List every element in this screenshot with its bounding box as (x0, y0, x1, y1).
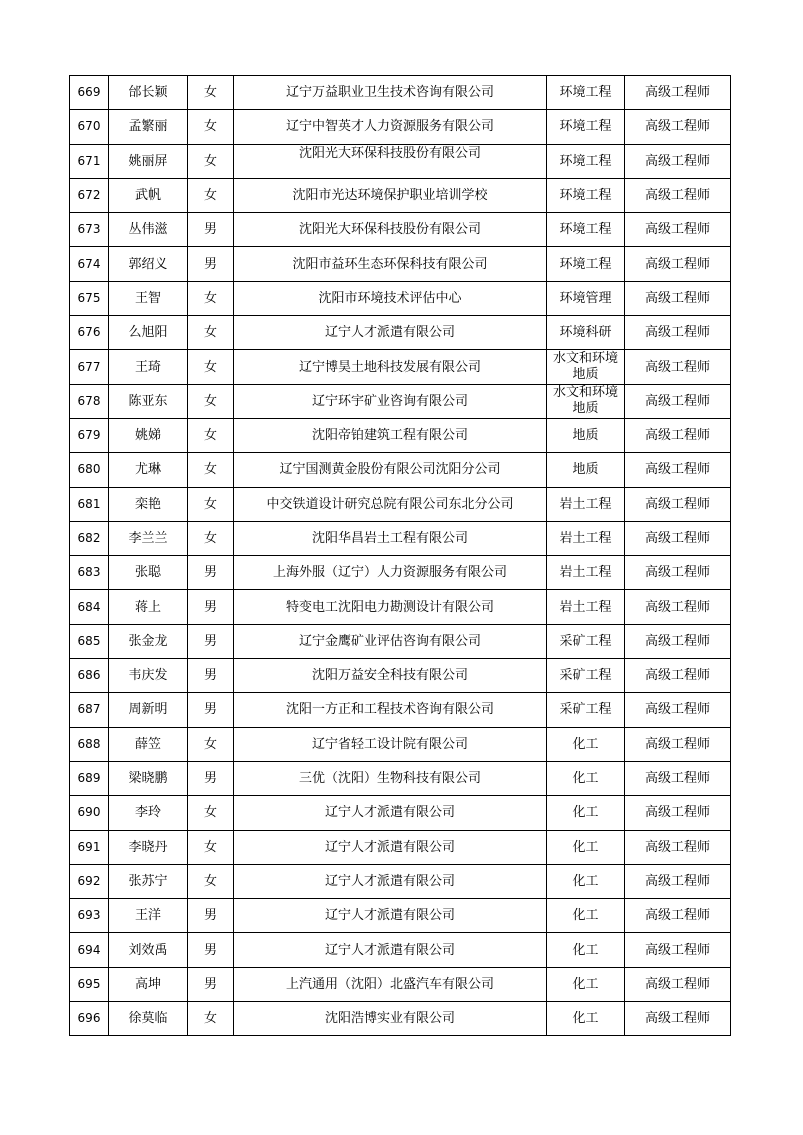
qualification-title-cell: 高级工程师 (625, 281, 731, 315)
table-row (70, 796, 731, 830)
person-name-cell: 梁晓鹏 (109, 761, 188, 795)
gender-cell: 女 (188, 281, 234, 315)
table-row (70, 144, 731, 178)
gender-cell: 男 (188, 624, 234, 658)
gender-cell: 女 (188, 487, 234, 521)
specialty-cell: 岩土工程 (547, 556, 625, 590)
gender-cell: 男 (188, 899, 234, 933)
qualification-title-cell: 高级工程师 (625, 110, 731, 144)
person-name-cell: 陈亚东 (109, 384, 188, 418)
row-number-cell: 676 (70, 316, 109, 350)
row-number-cell: 693 (70, 899, 109, 933)
row-number-cell: 682 (70, 521, 109, 555)
person-name-cell: 周新明 (109, 693, 188, 727)
person-name-cell: 姚娣 (109, 418, 188, 452)
table-row (70, 899, 731, 933)
gender-cell: 男 (188, 933, 234, 967)
roster-table (69, 75, 731, 1036)
company-cell: 沈阳一方正和工程技术咨询有限公司 (234, 693, 547, 727)
row-number-cell: 680 (70, 453, 109, 487)
table-row (70, 556, 731, 590)
company-cell: 沈阳浩博实业有限公司 (234, 1002, 547, 1036)
table-row (70, 933, 731, 967)
person-name-cell: 么旭阳 (109, 316, 188, 350)
table-row (70, 418, 731, 452)
row-number-cell: 670 (70, 110, 109, 144)
specialty-cell: 环境工程 (547, 213, 625, 247)
specialty-cell: 化工 (547, 899, 625, 933)
person-name-cell: 徐莫临 (109, 1002, 188, 1036)
gender-cell: 男 (188, 590, 234, 624)
row-number-cell: 677 (70, 350, 109, 384)
specialty-cell: 环境工程 (547, 144, 625, 178)
company-cell: 辽宁博昊土地科技发展有限公司 (234, 350, 547, 384)
qualification-title-cell: 高级工程师 (625, 727, 731, 761)
row-number-cell: 690 (70, 796, 109, 830)
table-row (70, 178, 731, 212)
specialty-cell: 化工 (547, 933, 625, 967)
table-row (70, 761, 731, 795)
gender-cell: 男 (188, 761, 234, 795)
company-cell: 辽宁省轻工设计院有限公司 (234, 727, 547, 761)
table-row (70, 213, 731, 247)
gender-cell: 女 (188, 727, 234, 761)
gender-cell: 女 (188, 178, 234, 212)
table-row (70, 693, 731, 727)
row-number-cell: 686 (70, 659, 109, 693)
company-cell: 沈阳万益安全科技有限公司 (234, 659, 547, 693)
person-name-cell: 王洋 (109, 899, 188, 933)
company-cell: 中交铁道设计研究总院有限公司东北分公司 (234, 487, 547, 521)
qualification-title-cell: 高级工程师 (625, 659, 731, 693)
company-cell: 沈阳市环境技术评估中心 (234, 281, 547, 315)
company-cell: 沈阳华昌岩土工程有限公司 (234, 521, 547, 555)
specialty-cell: 采矿工程 (547, 693, 625, 727)
row-number-cell: 681 (70, 487, 109, 521)
specialty-cell: 岩土工程 (547, 590, 625, 624)
specialty-cell: 化工 (547, 864, 625, 898)
specialty-cell: 化工 (547, 761, 625, 795)
specialty-cell: 水文和环境地质 (547, 384, 625, 418)
person-name-cell: 韦庆发 (109, 659, 188, 693)
company-cell: 辽宁万益职业卫生技术咨询有限公司 (234, 76, 547, 110)
person-name-cell: 王琦 (109, 350, 188, 384)
company-cell: 辽宁人才派遣有限公司 (234, 933, 547, 967)
gender-cell: 女 (188, 76, 234, 110)
row-number-cell: 691 (70, 830, 109, 864)
person-name-cell: 尤琳 (109, 453, 188, 487)
row-number-cell: 678 (70, 384, 109, 418)
gender-cell: 女 (188, 830, 234, 864)
specialty-cell: 环境工程 (547, 247, 625, 281)
gender-cell: 女 (188, 864, 234, 898)
company-cell: 辽宁人才派遣有限公司 (234, 864, 547, 898)
gender-cell: 女 (188, 110, 234, 144)
specialty-cell: 化工 (547, 830, 625, 864)
qualification-title-cell: 高级工程师 (625, 624, 731, 658)
qualification-title-cell: 高级工程师 (625, 76, 731, 110)
specialty-cell: 水文和环境地质 (547, 350, 625, 384)
table-row (70, 1002, 731, 1036)
gender-cell: 男 (188, 659, 234, 693)
table-row (70, 384, 731, 418)
gender-cell: 男 (188, 967, 234, 1001)
row-number-cell: 675 (70, 281, 109, 315)
qualification-title-cell: 高级工程师 (625, 316, 731, 350)
qualification-title-cell: 高级工程师 (625, 178, 731, 212)
row-number-cell: 689 (70, 761, 109, 795)
row-number-cell: 692 (70, 864, 109, 898)
person-name-cell: 刘效禹 (109, 933, 188, 967)
row-number-cell: 687 (70, 693, 109, 727)
table-row (70, 453, 731, 487)
qualification-title-cell: 高级工程师 (625, 213, 731, 247)
gender-cell: 男 (188, 693, 234, 727)
row-number-cell: 679 (70, 418, 109, 452)
table-row (70, 350, 731, 384)
row-number-cell: 669 (70, 76, 109, 110)
person-name-cell: 孟繁丽 (109, 110, 188, 144)
row-number-cell: 672 (70, 178, 109, 212)
company-cell: 辽宁人才派遣有限公司 (234, 796, 547, 830)
qualification-title-cell: 高级工程师 (625, 556, 731, 590)
specialty-cell: 环境科研 (547, 316, 625, 350)
qualification-title-cell: 高级工程师 (625, 590, 731, 624)
qualification-title-cell: 高级工程师 (625, 796, 731, 830)
specialty-cell: 环境工程 (547, 110, 625, 144)
qualification-title-cell: 高级工程师 (625, 967, 731, 1001)
qualification-title-cell: 高级工程师 (625, 830, 731, 864)
qualification-title-cell: 高级工程师 (625, 521, 731, 555)
table-row (70, 590, 731, 624)
company-cell: 辽宁人才派遣有限公司 (234, 316, 547, 350)
table-row (70, 967, 731, 1001)
company-cell (234, 144, 547, 178)
qualification-title-cell: 高级工程师 (625, 1002, 731, 1036)
company-cell: 上海外服（辽宁）人力资源服务有限公司 (234, 556, 547, 590)
gender-cell: 女 (188, 796, 234, 830)
person-name-cell: 李晓丹 (109, 830, 188, 864)
specialty-cell: 岩土工程 (547, 487, 625, 521)
person-name-cell: 薛笠 (109, 727, 188, 761)
person-name-cell: 高坤 (109, 967, 188, 1001)
specialty-cell: 地质 (547, 418, 625, 452)
qualification-title-cell: 高级工程师 (625, 864, 731, 898)
gender-cell: 男 (188, 213, 234, 247)
person-name-cell: 栾艳 (109, 487, 188, 521)
table-row (70, 76, 731, 110)
specialty-cell: 化工 (547, 1002, 625, 1036)
qualification-title-cell: 高级工程师 (625, 487, 731, 521)
row-number-cell: 683 (70, 556, 109, 590)
company-text: 沈阳光大环保科技股份有限公司 (298, 145, 481, 161)
person-name-cell: 郭绍义 (109, 247, 188, 281)
table-row (70, 624, 731, 658)
gender-cell: 男 (188, 247, 234, 281)
person-name-cell: 李玲 (109, 796, 188, 830)
table-row (70, 830, 731, 864)
table-row (70, 727, 731, 761)
gender-cell: 女 (188, 453, 234, 487)
company-cell: 辽宁环宇矿业咨询有限公司 (234, 384, 547, 418)
row-number-cell: 688 (70, 727, 109, 761)
person-name-cell: 张聪 (109, 556, 188, 590)
specialty-cell: 地质 (547, 453, 625, 487)
specialty-cell: 环境工程 (547, 178, 625, 212)
specialty-cell: 环境工程 (547, 76, 625, 110)
table-row (70, 110, 731, 144)
qualification-title-cell: 高级工程师 (625, 384, 731, 418)
specialty-cell: 化工 (547, 796, 625, 830)
qualification-title-cell: 高级工程师 (625, 761, 731, 795)
qualification-title-cell: 高级工程师 (625, 247, 731, 281)
row-number-cell: 673 (70, 213, 109, 247)
company-cell: 辽宁国测黄金股份有限公司沈阳分公司 (234, 453, 547, 487)
person-name-cell: 姚丽屏 (109, 144, 188, 178)
company-cell: 辽宁人才派遣有限公司 (234, 899, 547, 933)
specialty-cell: 采矿工程 (547, 624, 625, 658)
specialty-cell: 采矿工程 (547, 659, 625, 693)
table-row (70, 864, 731, 898)
person-name-cell: 邰长颖 (109, 76, 188, 110)
qualification-title-cell: 高级工程师 (625, 144, 731, 178)
company-cell: 沈阳市益环生态环保科技有限公司 (234, 247, 547, 281)
specialty-cell: 岩土工程 (547, 521, 625, 555)
company-cell: 沈阳帝铂建筑工程有限公司 (234, 418, 547, 452)
company-cell: 辽宁人才派遣有限公司 (234, 830, 547, 864)
company-cell: 特变电工沈阳电力勘测设计有限公司 (234, 590, 547, 624)
gender-cell: 女 (188, 384, 234, 418)
table-row (70, 281, 731, 315)
qualification-title-cell: 高级工程师 (625, 418, 731, 452)
company-cell: 沈阳光大环保科技股份有限公司 (234, 213, 547, 247)
gender-cell: 女 (188, 144, 234, 178)
table-row (70, 659, 731, 693)
gender-cell: 女 (188, 418, 234, 452)
person-name-cell: 丛伟滋 (109, 213, 188, 247)
gender-cell: 女 (188, 316, 234, 350)
qualification-title-cell: 高级工程师 (625, 350, 731, 384)
person-name-cell: 张金龙 (109, 624, 188, 658)
roster-table-body (70, 76, 731, 1036)
row-number-cell: 674 (70, 247, 109, 281)
person-name-cell: 李兰兰 (109, 521, 188, 555)
person-name-cell: 武帆 (109, 178, 188, 212)
qualification-title-cell: 高级工程师 (625, 453, 731, 487)
table-row (70, 247, 731, 281)
table-row (70, 316, 731, 350)
table-row (70, 487, 731, 521)
specialty-cell: 化工 (547, 967, 625, 1001)
specialty-cell: 环境管理 (547, 281, 625, 315)
specialty-cell: 化工 (547, 727, 625, 761)
gender-cell: 女 (188, 521, 234, 555)
row-number-cell: 696 (70, 1002, 109, 1036)
company-cell: 辽宁金鹰矿业评估咨询有限公司 (234, 624, 547, 658)
qualification-title-cell: 高级工程师 (625, 933, 731, 967)
company-cell: 三优（沈阳）生物科技有限公司 (234, 761, 547, 795)
gender-cell: 女 (188, 350, 234, 384)
row-number-cell: 695 (70, 967, 109, 1001)
company-cell: 辽宁中智英才人力资源服务有限公司 (234, 110, 547, 144)
gender-cell: 男 (188, 556, 234, 590)
company-cell: 上汽通用（沈阳）北盛汽车有限公司 (234, 967, 547, 1001)
row-number-cell: 685 (70, 624, 109, 658)
table-row (70, 521, 731, 555)
row-number-cell: 671 (70, 144, 109, 178)
row-number-cell: 684 (70, 590, 109, 624)
qualification-title-cell: 高级工程师 (625, 693, 731, 727)
qualification-title-cell: 高级工程师 (625, 899, 731, 933)
company-cell: 沈阳市光达环境保护职业培训学校 (234, 178, 547, 212)
person-name-cell: 王智 (109, 281, 188, 315)
person-name-cell: 张苏宁 (109, 864, 188, 898)
person-name-cell: 蒋上 (109, 590, 188, 624)
row-number-cell: 694 (70, 933, 109, 967)
gender-cell: 女 (188, 1002, 234, 1036)
